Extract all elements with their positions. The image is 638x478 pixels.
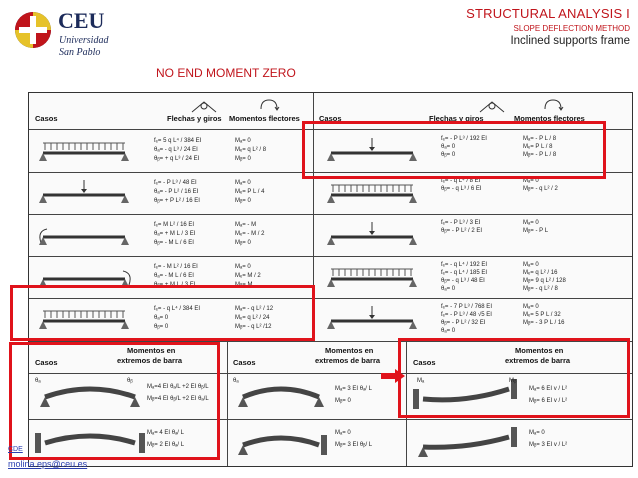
b2-r2-ma: Mₐ= 0 [335, 430, 351, 436]
right-row-2-f0: fₑ= - P L³ / 3 EI [441, 220, 481, 226]
right-row-3-f0: fₑ= - q L⁴ / 192 EI [441, 262, 487, 268]
b3-r1-mb: Mᵦ= 6 EI v / L² [529, 398, 568, 404]
b2-momentos: Momentos en [325, 346, 374, 355]
footer-email[interactable]: molina.eps@ceu.es [8, 459, 88, 469]
left-row-2-f2: θᵦ= - M L / 6 EI [154, 240, 194, 246]
right-row-0-m0: Mₐ= - P L / 8 [523, 136, 557, 142]
col-momentos: Momentos flectores [229, 114, 300, 123]
right-row-4-f1: fₑ= - P L³ / 48 √5 EI [441, 312, 492, 318]
moment-sign-icon-2 [541, 97, 567, 113]
left-row-0-m2: Mᵦ= 0 [235, 156, 251, 162]
left-row-2-beam [37, 221, 133, 251]
col-flechas: Flechas y giros [167, 114, 222, 123]
left-row-0-m1: Mₑ= q L² / 8 [235, 147, 267, 153]
left-row-2-f1: θₐ= + M L / 3 EI [154, 231, 196, 237]
left-row-2-m2: Mᵦ= 0 [235, 240, 251, 246]
b1-theta-b: θᵦ [127, 378, 133, 384]
b3-casos: Casos [413, 358, 436, 367]
right-row-3-beam [325, 263, 421, 293]
header-topic: Inclined supports frame [510, 35, 630, 47]
divider-b1 [227, 341, 228, 466]
right-row-divider [313, 214, 632, 215]
b3-ma-label: Mₐ [417, 378, 425, 384]
right-row-4-m1: Mₑ= 5 P L / 32 [523, 312, 561, 318]
left-row-1-f2: θᵦ= + P L² / 16 EI [154, 198, 200, 204]
ceu-logo [13, 10, 53, 50]
col-casos: Casos [35, 114, 58, 123]
b1-r2-mb: Mᵦ= 2 EI θₐ/ L [147, 442, 185, 448]
b3-mb-label: Mᵦ [509, 378, 517, 384]
right-row-1-m1: Mᵦ= - q L² / 2 [523, 186, 558, 192]
b3-beam-pinned [411, 423, 521, 463]
right-row-2-m0: Mₐ= 0 [523, 220, 539, 226]
b1-theta-a: θₐ [35, 378, 41, 384]
b3-extremos: extremos de barra [505, 356, 571, 365]
left-row-1-m1: Mₑ= P L / 4 [235, 189, 265, 195]
right-row-1-beam [325, 179, 421, 209]
left-row-1-beam [37, 179, 133, 209]
right-row-4-f2: θᵦ= - P L² / 32 EI [441, 320, 486, 326]
left-row-0-beam [37, 137, 133, 167]
left-row-4-m2: Mᵦ= - q L² /12 [235, 324, 272, 330]
highlight-rotation-cases [9, 342, 220, 460]
right-row-3-m1: Mₑ= q L² / 16 [523, 270, 558, 276]
left-row-2-m0: Mₐ= - M [235, 222, 257, 228]
brand-sub1: Universidad [59, 35, 109, 46]
right-row-2-m1: Mᵦ= - P L [523, 228, 549, 234]
left-row-0-f1: θₐ= - q L³ / 24 EI [154, 147, 198, 153]
b3-momentos: Momentos en [515, 346, 564, 355]
highlight-fixed-point-load [302, 121, 606, 179]
col-flechas-2: Flechas y giros [429, 114, 484, 123]
note-text: NO END MOMENT ZERO [156, 66, 296, 80]
b2-beam-fixed [233, 423, 329, 463]
left-row-1-f1: θₐ= - P L² / 16 EI [154, 189, 199, 195]
left-row-divider [29, 214, 313, 215]
highlight-fixed-uniform-load [10, 285, 315, 341]
left-row-0-f2: θᵦ= + q L³ / 24 EI [154, 156, 200, 162]
left-row-divider [29, 256, 313, 257]
left-row-divider [29, 172, 313, 173]
left-row-3-f1: θₐ= - M L / 6 EI [154, 273, 194, 279]
brand-sub2: San Pablo [59, 47, 101, 58]
col-momentos-2: Momentos flectores [514, 114, 585, 123]
left-row-3-f2: θᵦ= + M L / 3 EI [154, 282, 196, 288]
header-title: STRUCTURAL ANALYSIS I [466, 6, 630, 21]
right-row-0-f0: fₑ= - P L³ / 192 EI [441, 136, 487, 142]
right-row-0-m1: Mₑ= P L / 8 [523, 144, 553, 150]
b2-r1-mb: Mᵦ= 0 [335, 398, 351, 404]
left-row-4-m0: Mₐ= - q L² / 12 [235, 306, 274, 312]
highlight-displacement-case [398, 338, 630, 418]
b2-casos: Casos [233, 358, 256, 367]
right-row-1-f1: θᵦ= - q L³ / 6 EI [441, 186, 482, 192]
right-row-3-f2: θᵦ= - q L³ / 48 EI [441, 278, 485, 284]
left-row-1-m0: Mₐ= 0 [235, 180, 251, 186]
left-row-0-f0: fₑ= 5 q L⁴ / 384 EI [154, 138, 202, 144]
right-row-1-f0: fₑ= - q L⁴ / 8 EI [441, 178, 481, 184]
right-row-3-f1: fₑ= - q L⁴ / 185 EI [441, 270, 487, 276]
left-row-3-m2: Mᵦ= M [235, 282, 253, 288]
brand-name: CEU [58, 8, 105, 33]
left-row-4-f2: θᵦ= 0 [154, 324, 169, 330]
header [466, 6, 630, 47]
right-row-1-m0: Mₐ= 0 [523, 178, 539, 184]
right-row-4-f3: θₐ= 0 [441, 328, 456, 334]
b1-r1-mb: Mᵦ=4 EI θᵦ/L +2 EI θₐ/L [147, 396, 209, 402]
right-row-0-m2: Mᵦ= - P L / 8 [523, 152, 557, 158]
left-row-4-m1: Mₑ= q L² / 24 [235, 315, 270, 321]
b1-momentos: Momentos en [127, 346, 176, 355]
b2-theta-a: θₐ [233, 378, 239, 384]
right-row-2-beam [325, 221, 421, 251]
left-row-4-f0: fₑ= - q L⁴ / 384 EI [154, 306, 200, 312]
left-row-1-m2: Mᵦ= 0 [235, 198, 251, 204]
deflection-axes-icon [189, 97, 219, 115]
right-row-4-m2: Mᵦ= - 3 P L / 16 [523, 320, 565, 326]
b3-r2-mb: Mᵦ= 3 EI v / L² [529, 442, 568, 448]
right-row-0-f2: θᵦ= 0 [441, 152, 456, 158]
col-casos-2: Casos [319, 114, 342, 123]
left-row-3-m1: Mₑ= M / 2 [235, 273, 261, 279]
left-row-2-m1: Mₑ= - M / 2 [235, 231, 265, 237]
right-row-3-m2: Mᵦ= 9 q L² / 128 [523, 278, 566, 284]
deflection-axes-icon-2 [477, 97, 507, 115]
right-row-3-m3: Mᵦ= - q L² / 8 [523, 286, 558, 292]
left-row-0-m0: Mₐ= 0 [235, 138, 251, 144]
right-row-3-f3: θₐ= 0 [441, 286, 456, 292]
b3-r2-ma: Mₐ= 0 [529, 430, 545, 436]
footer-tag[interactable]: CDE [8, 446, 23, 453]
right-row-divider [313, 256, 632, 257]
b2-r1-ma: Mₐ= 3 EI θₐ/ L [335, 386, 372, 392]
b3-r1-ma: Mₐ= 6 EI v / L² [529, 386, 568, 392]
left-row-1-f0: fₑ= - P L³ / 48 EI [154, 180, 197, 186]
moment-sign-icon [257, 97, 283, 113]
b2-extremos: extremos de barra [315, 356, 381, 365]
right-row-0-f1: θₐ= 0 [441, 144, 456, 150]
left-row-2-f0: fₑ= M L² / 16 EI [154, 222, 195, 228]
b2-beam-rotated [233, 377, 329, 417]
left-row-3-f0: fₑ= - M L² / 16 EI [154, 264, 198, 270]
right-row-3-m0: Mₐ= 0 [523, 262, 539, 268]
right-row-4-beam [325, 305, 421, 335]
left-row-4-f1: θₐ= 0 [154, 315, 169, 321]
b1-r1-ma: Mₐ=4 EI θₐ/L +2 EI θᵦ/L [147, 384, 209, 390]
right-row-divider [313, 298, 632, 299]
header-subtitle: SLOPE DEFLECTION METHOD [513, 24, 630, 33]
ceu-emblem-icon [13, 10, 53, 50]
right-row-4-m0: Mₐ= 0 [523, 304, 539, 310]
b1-extremos: extremos de barra [117, 356, 183, 365]
right-row-2-f1: θᵦ= - P L² / 2 EI [441, 228, 483, 234]
b1-casos: Casos [35, 358, 58, 367]
right-row-4-f0: fₑ= - 7 P L³ / 768 EI [441, 304, 492, 310]
left-row-3-m0: Mₐ= 0 [235, 264, 251, 270]
b1-r2-ma: Mₐ= 4 EI θₐ/ L [147, 430, 184, 436]
b2-r2-mb: Mᵦ= 3 EI θᵦ/ L [335, 442, 373, 448]
